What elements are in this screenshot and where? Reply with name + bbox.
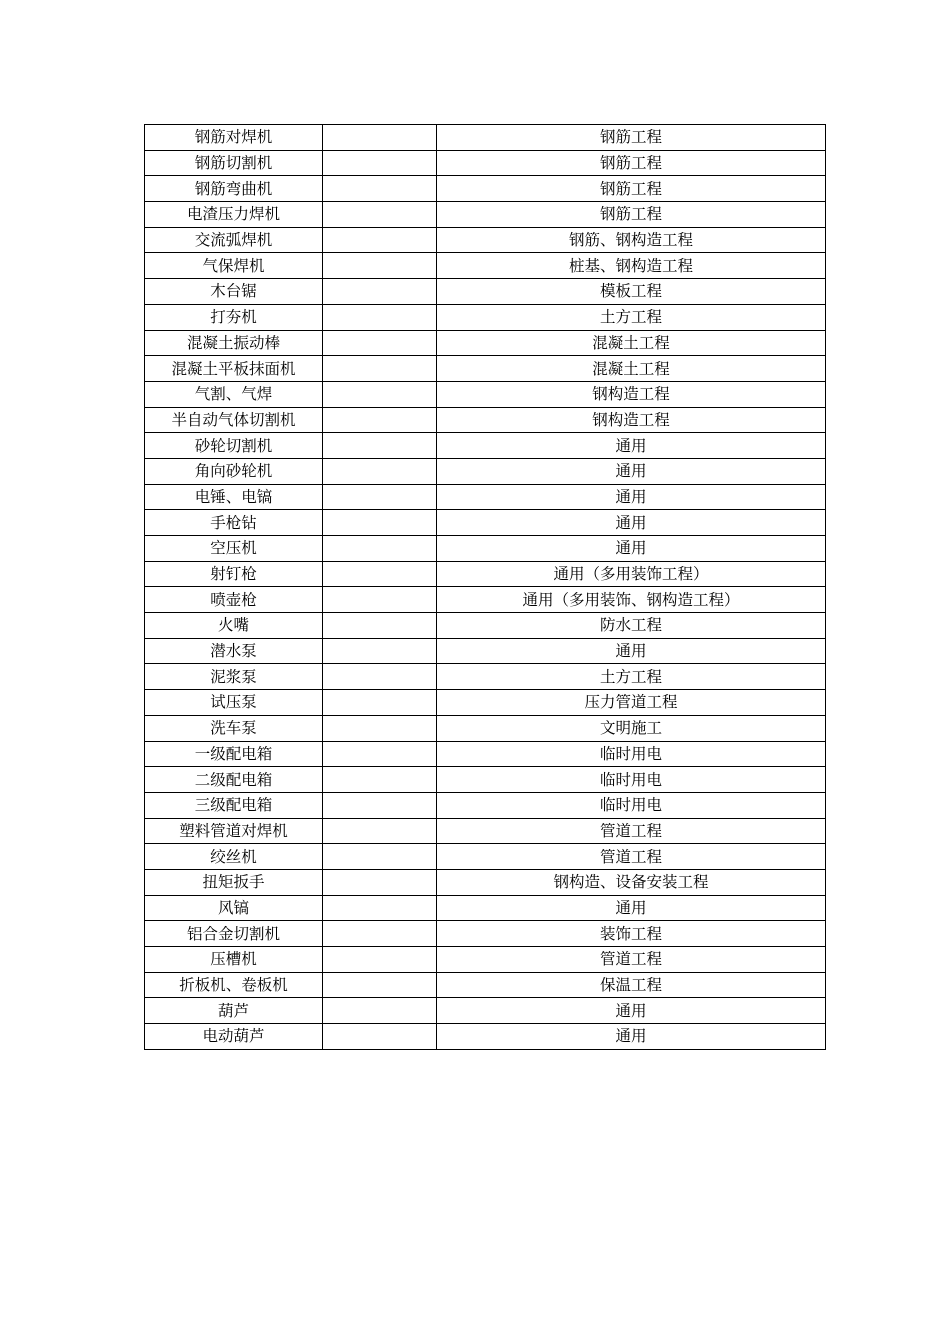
equipment-name-cell: 半自动气体切割机 [145, 407, 323, 433]
table-row [145, 176, 826, 202]
equipment-usage-cell: 管道工程 [437, 818, 826, 844]
equipment-usage-cell: 装饰工程 [437, 921, 826, 947]
equipment-spec-cell [323, 690, 437, 716]
table-row [145, 304, 826, 330]
equipment-name-cell: 气保焊机 [145, 253, 323, 279]
equipment-name-cell: 潜水泵 [145, 638, 323, 664]
equipment-usage-cell: 通用（多用装饰工程） [437, 561, 826, 587]
equipment-spec-cell [323, 279, 437, 305]
equipment-name-cell: 角向砂轮机 [145, 458, 323, 484]
equipment-name-cell: 气割、气焊 [145, 381, 323, 407]
table-row [145, 227, 826, 253]
equipment-name-cell: 葫芦 [145, 998, 323, 1024]
table-row [145, 664, 826, 690]
equipment-usage-cell: 管道工程 [437, 844, 826, 870]
equipment-name-cell: 铝合金切割机 [145, 921, 323, 947]
table-row [145, 381, 826, 407]
table-row [145, 818, 826, 844]
equipment-usage-cell: 钢筋工程 [437, 125, 826, 151]
equipment-usage-cell: 保温工程 [437, 972, 826, 998]
equipment-spec-cell [323, 1024, 437, 1050]
equipment-spec-cell [323, 202, 437, 228]
equipment-name-cell: 一级配电箱 [145, 741, 323, 767]
equipment-usage-cell: 通用 [437, 536, 826, 562]
equipment-usage-cell: 通用（多用装饰、钢构造工程） [437, 587, 826, 613]
equipment-name-cell: 交流弧焊机 [145, 227, 323, 253]
table-row [145, 998, 826, 1024]
equipment-usage-cell: 文明施工 [437, 715, 826, 741]
equipment-spec-cell [323, 741, 437, 767]
table-row [145, 536, 826, 562]
equipment-spec-cell [323, 304, 437, 330]
equipment-name-cell: 木台锯 [145, 279, 323, 305]
equipment-spec-cell [323, 510, 437, 536]
equipment-spec-cell [323, 561, 437, 587]
equipment-spec-cell [323, 767, 437, 793]
equipment-name-cell: 砂轮切割机 [145, 433, 323, 459]
equipment-name-cell: 手枪钻 [145, 510, 323, 536]
table-row [145, 330, 826, 356]
equipment-spec-cell [323, 972, 437, 998]
equipment-spec-cell [323, 792, 437, 818]
equipment-spec-cell [323, 150, 437, 176]
equipment-spec-cell [323, 613, 437, 639]
table-row [145, 356, 826, 382]
equipment-name-cell: 混凝土振动棒 [145, 330, 323, 356]
table-row [145, 792, 826, 818]
equipment-name-cell: 洗车泵 [145, 715, 323, 741]
equipment-name-cell: 空压机 [145, 536, 323, 562]
equipment-spec-cell [323, 536, 437, 562]
equipment-usage-cell: 钢构造工程 [437, 381, 826, 407]
equipment-usage-cell: 土方工程 [437, 664, 826, 690]
equipment-spec-cell [323, 458, 437, 484]
equipment-name-cell: 泥浆泵 [145, 664, 323, 690]
table-row [145, 510, 826, 536]
equipment-usage-cell: 通用 [437, 510, 826, 536]
table-row [145, 202, 826, 228]
table-row [145, 125, 826, 151]
equipment-usage-cell: 混凝土工程 [437, 330, 826, 356]
equipment-spec-cell [323, 664, 437, 690]
table-row [145, 407, 826, 433]
equipment-spec-cell [323, 407, 437, 433]
table-row [145, 458, 826, 484]
equipment-name-cell: 风镐 [145, 895, 323, 921]
equipment-name-cell: 塑料管道对焊机 [145, 818, 323, 844]
equipment-name-cell: 电锤、电镐 [145, 484, 323, 510]
table-row [145, 767, 826, 793]
table-row [145, 253, 826, 279]
equipment-spec-cell [323, 253, 437, 279]
equipment-name-cell: 电动葫芦 [145, 1024, 323, 1050]
table-row [145, 279, 826, 305]
equipment-name-cell: 钢筋切割机 [145, 150, 323, 176]
equipment-name-cell: 折板机、卷板机 [145, 972, 323, 998]
table-row [145, 869, 826, 895]
equipment-name-cell: 钢筋对焊机 [145, 125, 323, 151]
equipment-usage-cell: 临时用电 [437, 767, 826, 793]
equipment-name-cell: 绞丝机 [145, 844, 323, 870]
table-row [145, 433, 826, 459]
equipment-usage-cell: 钢筋、钢构造工程 [437, 227, 826, 253]
equipment-table-body [145, 125, 826, 1050]
table-row [145, 947, 826, 973]
equipment-name-cell: 射钉枪 [145, 561, 323, 587]
table-row [145, 895, 826, 921]
equipment-usage-cell: 混凝土工程 [437, 356, 826, 382]
equipment-name-cell: 钢筋弯曲机 [145, 176, 323, 202]
equipment-spec-cell [323, 869, 437, 895]
equipment-name-cell: 三级配电箱 [145, 792, 323, 818]
equipment-usage-cell: 通用 [437, 1024, 826, 1050]
table-row [145, 715, 826, 741]
table-row [145, 484, 826, 510]
equipment-spec-cell [323, 227, 437, 253]
equipment-table [144, 124, 826, 1050]
equipment-name-cell: 压槽机 [145, 947, 323, 973]
equipment-name-cell: 试压泵 [145, 690, 323, 716]
table-row [145, 1024, 826, 1050]
equipment-name-cell: 二级配电箱 [145, 767, 323, 793]
equipment-usage-cell: 模板工程 [437, 279, 826, 305]
equipment-spec-cell [323, 818, 437, 844]
equipment-usage-cell: 通用 [437, 998, 826, 1024]
equipment-usage-cell: 钢构造工程 [437, 407, 826, 433]
equipment-name-cell: 混凝土平板抹面机 [145, 356, 323, 382]
equipment-usage-cell: 钢筋工程 [437, 176, 826, 202]
table-row [145, 972, 826, 998]
equipment-spec-cell [323, 433, 437, 459]
table-row [145, 561, 826, 587]
table-row [145, 690, 826, 716]
equipment-name-cell: 扭矩扳手 [145, 869, 323, 895]
table-row [145, 844, 826, 870]
equipment-usage-cell: 通用 [437, 638, 826, 664]
table-row [145, 741, 826, 767]
equipment-usage-cell: 土方工程 [437, 304, 826, 330]
equipment-spec-cell [323, 125, 437, 151]
equipment-spec-cell [323, 844, 437, 870]
table-row [145, 638, 826, 664]
equipment-spec-cell [323, 895, 437, 921]
equipment-usage-cell: 钢筋工程 [437, 150, 826, 176]
equipment-usage-cell: 防水工程 [437, 613, 826, 639]
equipment-spec-cell [323, 947, 437, 973]
table-row [145, 150, 826, 176]
equipment-spec-cell [323, 921, 437, 947]
equipment-spec-cell [323, 638, 437, 664]
equipment-spec-cell [323, 356, 437, 382]
equipment-usage-cell: 管道工程 [437, 947, 826, 973]
table-row [145, 587, 826, 613]
equipment-spec-cell [323, 998, 437, 1024]
equipment-usage-cell: 通用 [437, 458, 826, 484]
equipment-spec-cell [323, 484, 437, 510]
equipment-usage-cell: 通用 [437, 484, 826, 510]
equipment-usage-cell: 临时用电 [437, 792, 826, 818]
equipment-usage-cell: 临时用电 [437, 741, 826, 767]
equipment-name-cell: 火嘴 [145, 613, 323, 639]
equipment-spec-cell [323, 715, 437, 741]
equipment-name-cell: 喷壶枪 [145, 587, 323, 613]
equipment-spec-cell [323, 330, 437, 356]
equipment-name-cell: 打夯机 [145, 304, 323, 330]
equipment-usage-cell: 压力管道工程 [437, 690, 826, 716]
table-row [145, 921, 826, 947]
equipment-spec-cell [323, 381, 437, 407]
equipment-name-cell: 电渣压力焊机 [145, 202, 323, 228]
equipment-usage-cell: 通用 [437, 895, 826, 921]
equipment-spec-cell [323, 176, 437, 202]
equipment-spec-cell [323, 587, 437, 613]
equipment-usage-cell: 钢筋工程 [437, 202, 826, 228]
equipment-usage-cell: 通用 [437, 433, 826, 459]
equipment-usage-cell: 桩基、钢构造工程 [437, 253, 826, 279]
table-row [145, 613, 826, 639]
equipment-usage-cell: 钢构造、设备安装工程 [437, 869, 826, 895]
